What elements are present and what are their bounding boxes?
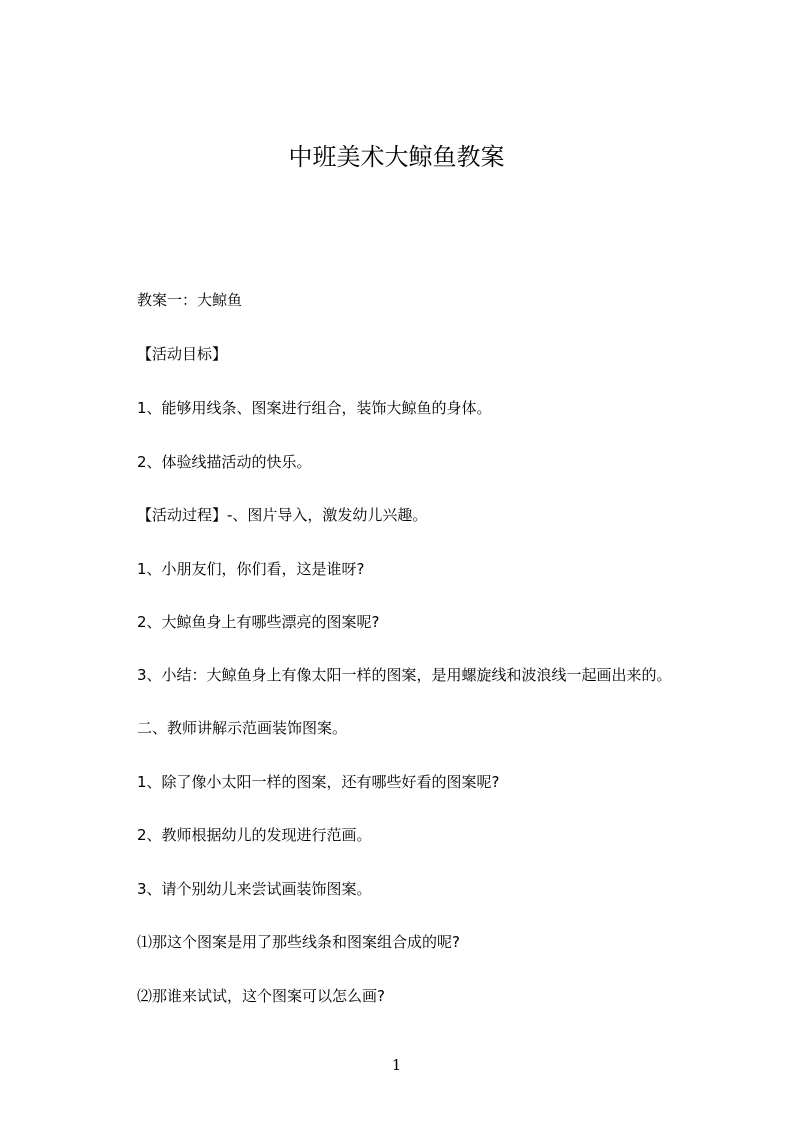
- paragraph: 2、教师根据幼儿的发现进行范画。: [137, 826, 372, 844]
- page-title: 中班美术大鲸鱼教案: [288, 143, 505, 171]
- paragraph: 【活动过程】-、图片导入，激发幼儿兴趣。: [137, 506, 428, 524]
- paragraph: ⑵那谁来试试，这个图案可以怎么画?: [137, 987, 385, 1005]
- paragraph: 【活动目标】: [137, 345, 228, 363]
- section-heading: 教案一：大鲸鱼: [137, 291, 243, 309]
- paragraph: 1、除了像小太阳一样的图案，还有哪些好看的图案呢?: [137, 773, 500, 791]
- paragraph: 二、教师讲解示范画装饰图案。: [137, 719, 348, 737]
- paragraph: 1、小朋友们，你们看，这是谁呀?: [137, 560, 365, 578]
- paragraph: 3、请个别幼儿来尝试画装饰图案。: [137, 880, 372, 898]
- paragraph: ⑴那这个图案是用了那些线条和图案组合成的呢?: [137, 933, 460, 951]
- paragraph: 1、能够用线条、图案进行组合，装饰大鲸鱼的身体。: [137, 399, 492, 417]
- paragraph: 2、体验线描活动的快乐。: [137, 453, 312, 471]
- page-number: 1: [391, 1056, 402, 1074]
- paragraph: 3、小结：大鲸鱼身上有像太阳一样的图案，是用螺旋线和波浪线一起画出来的。: [137, 666, 672, 684]
- paragraph: 2、大鲸鱼身上有哪些漂亮的图案呢?: [137, 613, 380, 631]
